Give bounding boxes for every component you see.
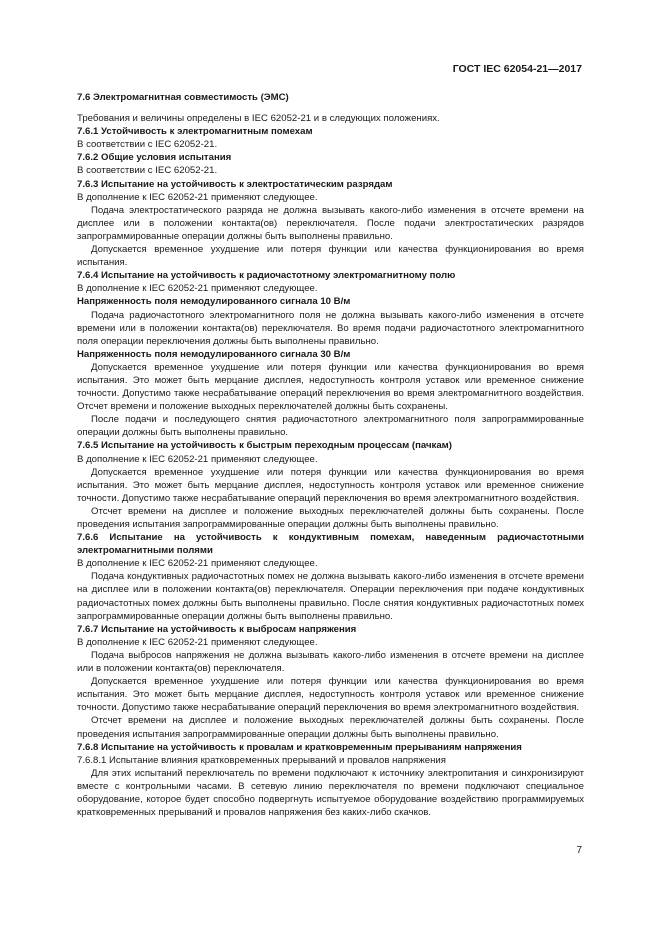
subsection-heading-7-6-3: 7.6.3 Испытание на устойчивость к электростатическим разрядам [77,178,393,190]
paragraph: Допускается временное ухудшение или потеря функции или качества функционирования во время испытания. Это может быть мерцание дисплея, недоступность контроля уставок или временное снижение точности. Допустимо также несрабатывание операций переключения во время электромагнитного воздействия. Отсчет времени и положение выходных переключателей должны быть сохранены. [77,361,584,413]
paragraph: Для этих испытаний переключатель по времени подключают к источнику электропитания и синхронизируют вместе с контрольными часами. В сетевую линию переключателя по времени подключают специальное оборудование, которое будет способно подвергнуть испытуемое оборудование воздействию программируемых кратковременных прерываний и провалов напряжения без каких-либо скачков. [77,767,584,819]
paragraph: В дополнение к IEC 62052-21 применяют следующее. [77,558,318,570]
field-strength-heading-10: Напряженность поля немодулированного сигнала 10 В/м [77,296,351,308]
subsection-heading-7-6-2: 7.6.2 Общие условия испытания [77,152,232,164]
subsection-heading-7-6-7: 7.6.7 Испытание на устойчивость к выбросам напряжения [77,623,357,635]
paragraph: Подача кондуктивных радиочастотных помех не должна вызывать какого-либо изменения в отсчете времени на дисплее или в положении контакта(ов) переключателя. Операции переключения при подаче кондуктивных радиочастотных помех должны быть выполнены правильно. После снятия кондуктивных радиочастотных помех запрограммированные операции должны быть выполнены правильно. [77,571,584,622]
subsection-heading-7-6-8-1: 7.6.8.1 Испытание влияния кратковременных прерываний и провалов напряжения [77,754,446,766]
paragraph: Допускается временное ухудшение или потеря функции или качества функционирования во время испытания. [77,244,584,269]
paragraph: Допускается временное ухудшение или потеря функции или качества функционирования во время испытания. Это может быть мерцание дисплея, недоступность контроля уставок или временное снижение точности. Допустимо также несрабатывание операций переключения во время электромагнитного воздействия. [77,676,584,714]
paragraph: В дополнение к IEC 62052-21 применяют следующее. [77,453,318,465]
paragraph: Отсчет времени на дисплее и положение выходных переключателей должны быть сохранены. После проведения испытания запрограммированные операции должны быть выполнены правильно. [77,715,584,740]
paragraph: В дополнение к IEC 62052-21 применяют следующее. [77,636,318,648]
subsection-heading-7-6-1: 7.6.1 Устойчивость к электромагнитным помехам [77,126,313,138]
subsection-heading-7-6-5: 7.6.5 Испытание на устойчивость к быстрым переходным процессам (пачкам) [77,440,452,452]
paragraph: В дополнение к IEC 62052-21 применяют следующее. [77,191,318,203]
section-heading-7-6: 7.6 Электромагнитная совместимость (ЭМС) [77,92,289,103]
paragraph: Требования и величины определены в IEC 62052-21 и в следующих положениях. [77,113,440,125]
subsection-heading-7-6-4: 7.6.4 Испытание на устойчивость к радиочастотному электромагнитному полю [77,270,456,282]
document-code-header: ГОСТ IEC 62054-21—2017 [452,63,582,75]
paragraph: Подача электростатического разряда не должна вызывать какого-либо изменения в отсчете времени на дисплее или в положении контакта(ов) переключателя. После подачи электростатических разрядов запрограммированные операции должны быть выполнены правильно. [77,204,584,242]
document-body [77,91,584,819]
paragraph: В соответствии с IEC 62052-21. [77,139,218,151]
paragraph: Отсчет времени на дисплее и положение выходных переключателей должны быть сохранены. После проведения испытания запрограммированные операции должны быть выполнены правильно. [77,505,584,530]
paragraph: Допускается временное ухудшение или потеря функции или качества функционирования во время испытания. Это может быть мерцание дисплея, недоступность контроля уставок или временное снижение точности. Допустимо также несрабатывание операций переключения во время электромагнитного воздействия. [77,466,584,504]
page-number: 7 [576,845,582,856]
paragraph: В соответствии с IEC 62052-21. [77,165,218,177]
subsection-heading-7-6-8: 7.6.8 Испытание на устойчивость к провалам и кратковременным прерываниям напряжения [77,741,522,753]
subsection-heading-7-6-6: 7.6.6 Испытание на устойчивость к кондуктивным помехам, наведенным радиочастотными электромагнитными полями [77,532,584,557]
paragraph: Подача радиочастотного электромагнитного поля не должна вызывать какого-либо изменения в отсчете времени или в положении контакта(ов) переключателя. Во время подачи радиочастотного электромагнитного поля операции переключения должны быть выполнены правильно. [77,309,584,347]
paragraph: Подача выбросов напряжения не должна вызывать какого-либо изменения в отсчете времени на дисплее или в положении контакта(ов) переключателя. [77,649,584,675]
paragraph: После подачи и последующего снятия радиочастотного электромагнитного поля запрограммированные операции должны быть выполнены правильно. [77,414,584,439]
field-strength-heading-30: Напряженность поля немодулированного сигнала 30 В/м [77,348,351,360]
paragraph: В дополнение к IEC 62052-21 применяют следующее. [77,283,318,295]
